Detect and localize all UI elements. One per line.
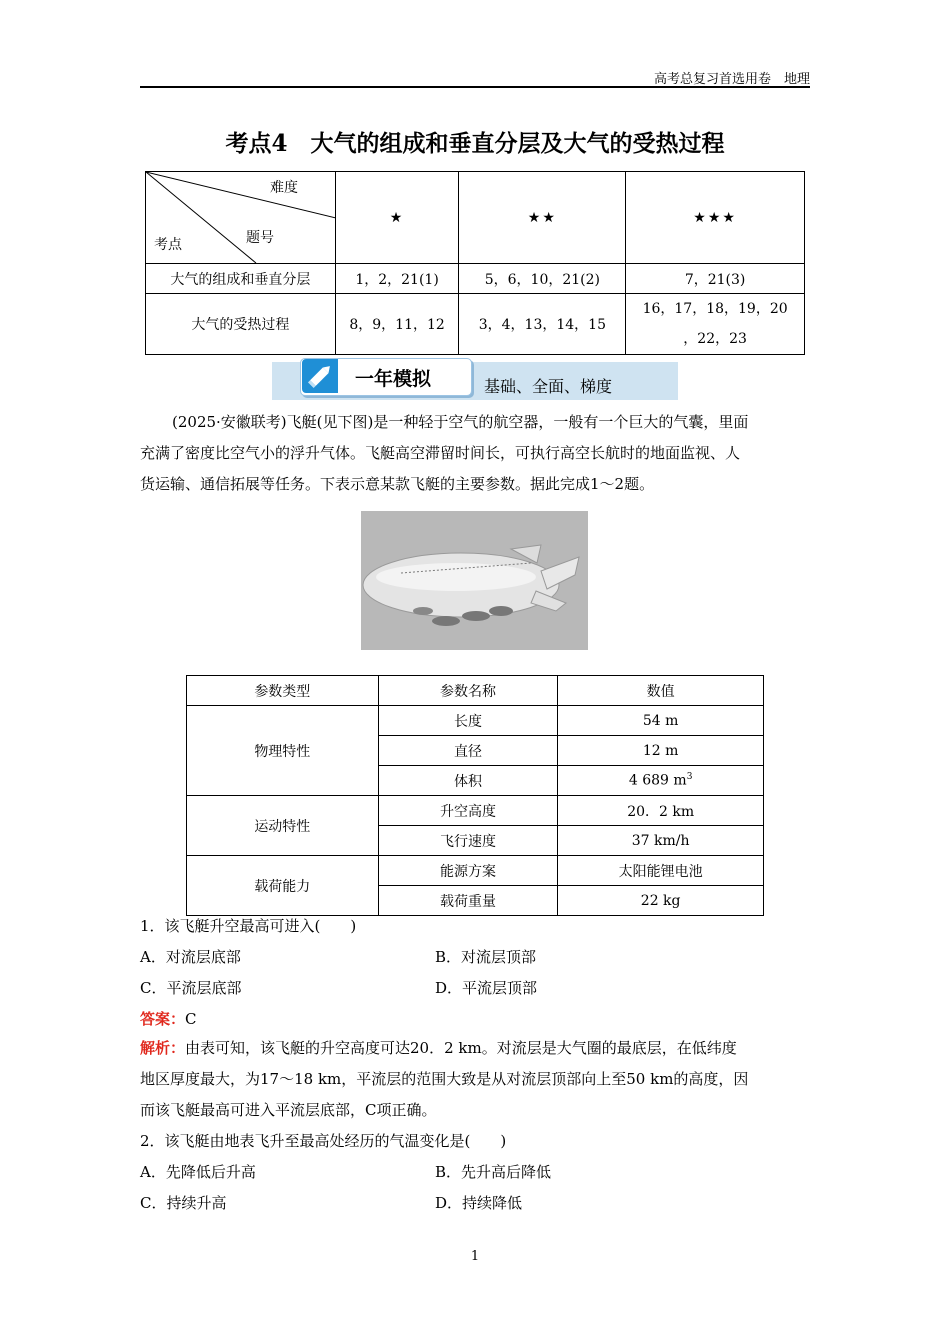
- q1-option-b: B．对流层顶部: [435, 948, 537, 966]
- param-name-cell: 升空高度: [378, 796, 558, 826]
- topic-cell: 大气的组成和垂直分层: [146, 264, 336, 294]
- volume-exponent: 3: [686, 772, 693, 783]
- question-numbers-cell: 5，6，10，21(2): [459, 264, 626, 294]
- corner-difficulty-label: 难度: [270, 180, 298, 196]
- table-row: [187, 706, 764, 736]
- q1-option-a: A．对流层底部: [140, 948, 241, 966]
- param-name-cell: 直径: [378, 736, 558, 766]
- intro-line: (2025·安徽联考)飞艇(见下图)是一种轻于空气的航空器，一般有一个巨大的气囊，里面: [172, 413, 749, 431]
- q2-option-c: C．持续升高: [140, 1194, 227, 1212]
- page-number: 1: [470, 1249, 480, 1264]
- intro-paragraph: [140, 407, 812, 500]
- airship-photo: [361, 511, 588, 650]
- question-numbers-cell: 3，4，13，14，15: [459, 294, 626, 355]
- table-row: [187, 856, 764, 886]
- analysis-line: 而该飞艇最高可进入平流层底部，C项正确。: [140, 1101, 437, 1119]
- table-row: [146, 264, 805, 294]
- param-name-cell: 飞行速度: [378, 826, 558, 856]
- diagonal-header-cell: [146, 172, 336, 264]
- question-1-stem: 1．该飞艇升空最高可进入( ): [140, 917, 357, 935]
- param-value-cell: 12 m: [558, 736, 764, 766]
- q1-option-d: D．平流层顶部: [435, 979, 538, 997]
- question-numbers-cell: 1，2，21(1): [335, 264, 459, 294]
- param-name-cell: 能源方案: [378, 856, 558, 886]
- banner-subtitle: 基础、全面、梯度: [484, 377, 613, 396]
- column-header: 参数名称: [378, 676, 558, 706]
- question-numbers-cell: [626, 294, 805, 355]
- answer-label: 答案：: [140, 1010, 186, 1028]
- intro-line: 充满了密度比空气小的浮升气体。飞艇高空滞留时间长，可执行高空长航时的地面监视、人: [140, 444, 741, 462]
- difficulty-three-star: ★★★: [626, 172, 805, 264]
- param-value-cell: 22 kg: [558, 886, 764, 916]
- airship-params-table: [186, 675, 764, 916]
- q2-option-d: D．持续降低: [435, 1194, 523, 1212]
- answer-value: C: [185, 1010, 197, 1028]
- param-type-cell: 运动特性: [187, 796, 379, 856]
- page-title: 考点4 大气的组成和垂直分层及大气的受热过程: [225, 130, 725, 157]
- q2-option-a: A．先降低后升高: [140, 1163, 256, 1181]
- param-name-cell: 载荷重量: [378, 886, 558, 916]
- running-header: 高考总复习首选用卷 地理: [653, 72, 810, 87]
- question-numbers-cell: 7，21(3): [626, 264, 805, 294]
- difficulty-one-star: ★: [335, 172, 459, 264]
- question-2-stem: 2．该飞艇由地表飞升至最高处经历的气温变化是( ): [140, 1132, 507, 1150]
- q1-analysis: [140, 1033, 812, 1126]
- param-type-cell: 物理特性: [187, 706, 379, 796]
- param-value-cell: [558, 766, 764, 796]
- param-name-cell: 体积: [378, 766, 558, 796]
- topic-cell: 大气的受热过程: [146, 294, 336, 355]
- q1-option-c: C．平流层底部: [140, 979, 242, 997]
- param-value-cell: 太阳能锂电池: [558, 856, 764, 886]
- difficulty-two-star: ★★: [459, 172, 626, 264]
- header-rule: [140, 86, 810, 88]
- param-value-cell: 20．2 km: [558, 796, 764, 826]
- param-value-cell: 37 km/h: [558, 826, 764, 856]
- corner-topic-label: 考点: [154, 237, 182, 253]
- intro-line: 货运输、通信拓展等任务。下表示意某款飞艇的主要参数。据此完成1～2题。: [140, 475, 655, 493]
- analysis-line: 由表可知，该飞艇的升空高度可达20．2 km。对流层是大气圈的最底层，在低纬度: [185, 1039, 737, 1057]
- param-name-cell: 长度: [378, 706, 558, 736]
- question-numbers-cell: 8，9，11，12: [335, 294, 459, 355]
- pencil-icon: [302, 359, 338, 393]
- question-numbers-line: ，22，23: [683, 331, 747, 347]
- q1-answer: [140, 1008, 197, 1029]
- banner-label: 一年模拟: [355, 368, 432, 390]
- question-numbers-line: 16，17，18，19，20: [642, 301, 788, 317]
- q2-option-b: B．先升高后降低: [435, 1163, 552, 1181]
- table-row: [187, 796, 764, 826]
- overview-table: [145, 171, 805, 355]
- param-type-cell: 载荷能力: [187, 856, 379, 916]
- column-header: 数值: [558, 676, 764, 706]
- column-header: 参数类型: [187, 676, 379, 706]
- analysis-label: 解析：: [140, 1039, 186, 1057]
- volume-value: 4 689 m: [628, 772, 687, 789]
- analysis-line: 地区厚度最大，为17～18 km，平流层的范围大致是从对流层顶部向上至50 km的高度，因: [140, 1070, 749, 1088]
- corner-number-label: 题号: [246, 230, 274, 246]
- param-value-cell: 54 m: [558, 706, 764, 736]
- table-row: [146, 294, 805, 355]
